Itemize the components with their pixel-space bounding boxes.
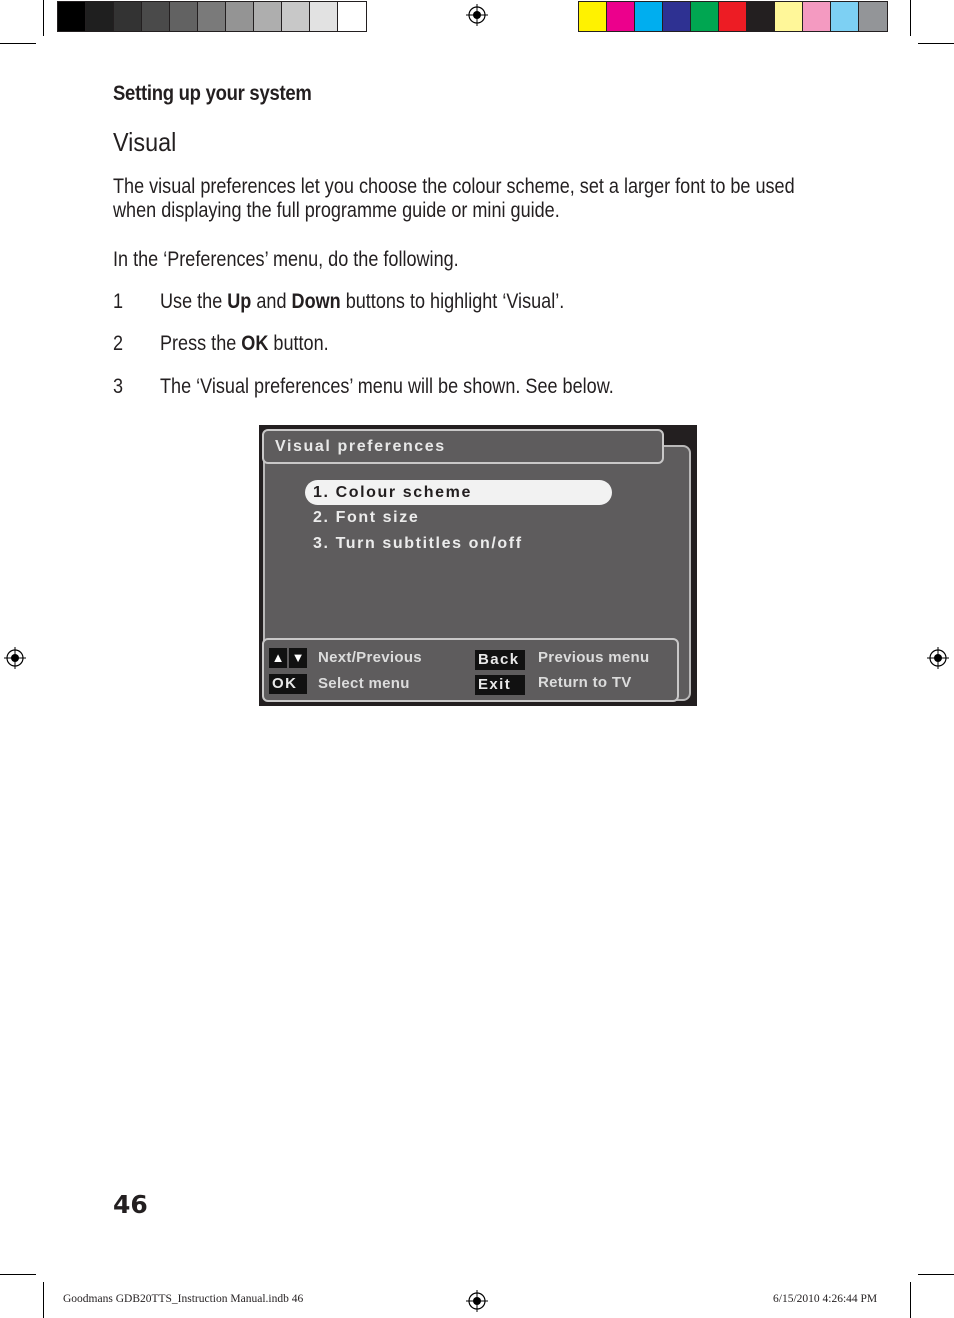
up-arrow-icon: ▲ — [269, 648, 287, 668]
registration-mark-icon — [4, 647, 26, 669]
ok-key: OK — [269, 674, 307, 694]
color-swatch — [579, 2, 607, 31]
hint-return-to-tv: Return to TV — [538, 674, 632, 691]
step-text: The ‘Visual preferences’ menu will be shown. See below. — [160, 375, 614, 398]
exit-key: Exit — [475, 675, 525, 695]
down-arrow-icon: ▼ — [289, 648, 307, 668]
gray-swatch — [170, 2, 198, 31]
gray-swatch — [86, 2, 114, 31]
gray-swatch — [254, 2, 282, 31]
grayscale-color-bar — [57, 1, 367, 32]
color-swatch — [663, 2, 691, 31]
crop-mark — [0, 1274, 36, 1275]
page-number: 46 — [113, 1190, 148, 1219]
crop-mark — [0, 43, 36, 44]
registration-mark-icon — [927, 647, 949, 669]
menu-item-subtitles[interactable]: 3. Turn subtitles on/off — [313, 535, 523, 552]
back-key: Back — [475, 650, 525, 670]
hint-previous-menu: Previous menu — [538, 649, 650, 666]
gray-swatch — [226, 2, 254, 31]
page-title: Visual — [113, 127, 177, 157]
color-swatch — [831, 2, 859, 31]
slug-datetime: 6/15/2010 4:26:44 PM — [773, 1293, 878, 1305]
color-swatch — [747, 2, 775, 31]
gray-swatch — [198, 2, 226, 31]
menu-item-font-size[interactable]: 2. Font size — [313, 509, 420, 526]
color-swatch — [859, 2, 887, 31]
registration-mark-icon — [466, 4, 488, 26]
crop-mark — [43, 0, 44, 36]
step-number: 3 — [113, 375, 124, 398]
section-heading: Setting up your system — [113, 82, 312, 105]
hint-select-menu: Select menu — [318, 675, 410, 692]
up-down-keys — [269, 648, 307, 668]
gray-swatch — [58, 2, 86, 31]
gray-swatch — [310, 2, 338, 31]
gray-swatch — [114, 2, 142, 31]
step-number: 1 — [113, 290, 124, 313]
step-text: Press the OK button. — [160, 332, 329, 355]
menu-footer — [262, 638, 679, 702]
step-text: Use the Up and Down buttons to highlight ‘Visual’. — [160, 290, 565, 313]
gray-swatch — [282, 2, 310, 31]
menu-title: Visual preferences — [275, 438, 446, 455]
color-swatch — [607, 2, 635, 31]
crop-mark — [918, 43, 954, 44]
color-swatch — [719, 2, 747, 31]
crop-mark — [918, 1274, 954, 1275]
crop-mark — [43, 1282, 44, 1318]
hint-next-previous: Next/Previous — [318, 649, 422, 666]
step-number: 2 — [113, 332, 124, 355]
gray-swatch — [338, 2, 366, 31]
process-color-bar — [578, 1, 888, 32]
tv-menu-screenshot — [259, 425, 697, 706]
registration-mark-icon — [466, 1290, 488, 1312]
intro-line-2: when displaying the full programme guide or mini guide. — [113, 199, 560, 222]
gray-swatch — [142, 2, 170, 31]
color-swatch — [803, 2, 831, 31]
menu-item-colour-scheme[interactable]: 1. Colour scheme — [313, 484, 472, 501]
menu-title-bar — [262, 429, 664, 464]
crop-mark — [910, 0, 911, 36]
intro-line-1: The visual preferences let you choose the colour scheme, set a larger font to be used — [113, 175, 795, 198]
slug-filename: Goodmans GDB20TTS_Instruction Manual.indb 46 — [63, 1293, 304, 1305]
color-swatch — [691, 2, 719, 31]
crop-mark — [910, 1282, 911, 1318]
color-swatch — [775, 2, 803, 31]
color-swatch — [635, 2, 663, 31]
instruction-text: In the ‘Preferences’ menu, do the following. — [113, 248, 459, 271]
